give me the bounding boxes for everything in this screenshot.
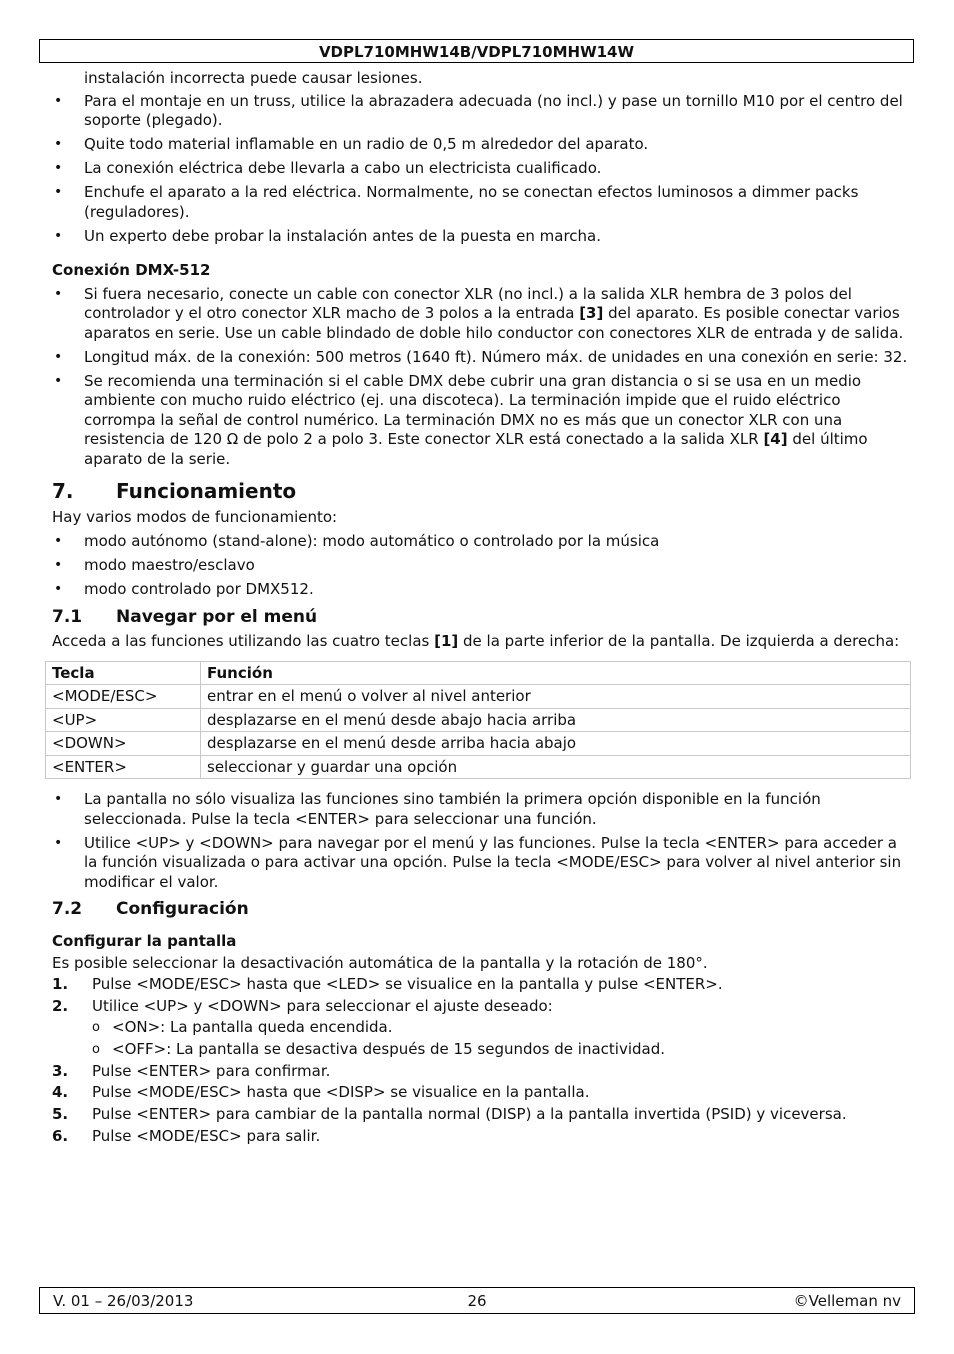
step-text: Pulse <MODE/ESC> hasta que <LED> se visualice en la pantalla y pulse <ENTER>. (92, 975, 723, 993)
list-item: • modo controlado por DMX512. (52, 580, 910, 600)
intro-text: Acceda a las funciones utilizando las cuatro teclas (52, 632, 435, 650)
step-text: Pulse <MODE/ESC> para salir. (92, 1126, 321, 1145)
table-row (46, 685, 911, 709)
display-config-heading: Configurar la pantalla (52, 932, 237, 950)
step-item (52, 975, 910, 995)
section-7-2-heading (52, 898, 910, 920)
section-number: 7. (52, 479, 74, 503)
reference-3: [3] (579, 304, 604, 322)
step-number: 3. (52, 1061, 69, 1080)
list-item (52, 285, 910, 344)
section-title: Configuración (116, 899, 249, 919)
dmx-heading: Conexión DMX-512 (52, 261, 211, 279)
section-number: 7.2 (52, 899, 83, 919)
section-title: Navegar por el menú (116, 607, 318, 627)
list-item (52, 372, 910, 470)
page-number: 26 (467, 1292, 487, 1310)
modes-list (52, 532, 910, 600)
column-header-function: Función (201, 661, 911, 685)
table-row (46, 732, 911, 756)
function-cell: desplazarse en el menú desde arriba hacia abajo (201, 732, 911, 756)
step-item (52, 1083, 910, 1103)
option-item: o <ON>: La pantalla queda encendida. (52, 1018, 910, 1038)
list-item: • Longitud máx. de la conexión: 500 metros (1640 ft). Número máx. de unidades en una conexión en serie: 32. (52, 348, 910, 368)
step-number: 2. (52, 996, 69, 1015)
function-cell: seleccionar y guardar una opción (201, 755, 911, 779)
section-7-1-heading (52, 606, 910, 628)
key-cell: <MODE/ESC> (46, 685, 201, 709)
key-function-table (45, 661, 911, 780)
step-number: 1. (52, 975, 69, 993)
model-title: VDPL710MHW14B/VDPL710MHW14W (318, 43, 635, 61)
section-7-heading (52, 479, 910, 503)
section-number: 7.1 (52, 607, 83, 627)
option-item: o <OFF>: La pantalla se desactiva después de 15 segundos de inactividad. (52, 1040, 910, 1060)
list-item: • Para el montaje en un truss, utilice la abrazadera adecuada (no incl.) y pase un tornillo M10 por el centro del soporte (plegado). (52, 92, 910, 131)
step-text: Pulse <ENTER> para cambiar de la pantalla normal (DISP) a la pantalla invertida (PSID) y viceversa. (92, 1105, 847, 1124)
key-cell: <ENTER> (46, 755, 201, 779)
list-item: • Enchufe el aparato a la red eléctrica. Normalmente, no se conectan efectos luminosos a dimmer packs (reguladores). (52, 183, 910, 222)
step-text: Pulse <MODE/ESC> hasta que <DISP> se visualice en la pantalla. (92, 1083, 590, 1102)
list-item: • modo maestro/esclavo (52, 556, 910, 576)
section-7-intro: Hay varios modos de funcionamiento: (52, 508, 338, 526)
display-options-list (52, 1018, 910, 1059)
table-row (46, 755, 911, 779)
dmx-text: del aparato. Es posible conectar varios aparatos en serie. Use un cable blindado de doble hilo conductor con conectores XLR de entrada y de salida. (84, 304, 904, 342)
document-footer (39, 1287, 915, 1314)
dmx-text: del último aparato de la serie. (84, 430, 868, 468)
list-item: • Utilice <UP> y <DOWN> para navegar por el menú y las funciones. Pulse la tecla <ENTER> para acceder a la función visualizada o para activar una opción. Pulse la tecla <MODE/ESC> para volver al nivel anterior sin modificar el valor. (52, 834, 910, 893)
list-item: • Un experto debe probar la instalación antes de la puesta en marcha. (52, 227, 910, 247)
function-cell: entrar en el menú o volver al nivel anterior (201, 685, 911, 709)
installation-list (52, 92, 910, 247)
navigation-notes-list (52, 790, 910, 892)
reference-4: [4] (763, 430, 788, 448)
step-item (52, 997, 910, 1017)
document-header (39, 39, 914, 63)
version-date: V. 01 – 26/03/2013 (53, 1292, 194, 1310)
section-7-1-intro (52, 632, 910, 652)
dmx-text: Se recomienda una terminación si el cable DMX debe cubrir una gran distancia o si se usa en un medio ambiente con mucho ruido eléctrico (ej. una discoteca). La terminación impide que el ruido eléctrico corrompa la señal de control numérico. La terminación DMX no es más que un conector XLR con una resistencia de 120 Ω de polo 2 a polo 3. Este conector XLR está conectado a la salida XLR (84, 371, 862, 448)
list-item: • La conexión eléctrica debe llevarla a cabo un electricista cualificado. (52, 159, 910, 179)
step-item (52, 1062, 910, 1082)
page-content (52, 69, 910, 1149)
step-item (52, 1105, 910, 1125)
key-cell: <DOWN> (46, 732, 201, 756)
column-header-key: Tecla (46, 661, 201, 685)
reference-1: [1] (434, 632, 459, 650)
step-number: 4. (52, 1083, 69, 1102)
configuration-steps (52, 975, 910, 1016)
list-item: • La pantalla no sólo visualiza las funciones sino también la primera opción disponible en la función seleccionada. Pulse la tecla <ENTER> para seleccionar una función. (52, 790, 910, 829)
dmx-text: Si fuera necesario, conecte un cable con conector XLR (no incl.) a la salida XLR hembra de 3 polos del controlador y el otro conector XLR macho de 3 polos a la entrada (84, 284, 852, 322)
configuration-steps-continued (52, 1062, 910, 1147)
copyright: ©Velleman nv (793, 1292, 901, 1310)
step-number: 5. (52, 1105, 69, 1124)
step-text: Utilice <UP> y <DOWN> para seleccionar el ajuste deseado: (92, 996, 553, 1015)
step-number: 6. (52, 1126, 69, 1145)
list-item: • modo autónomo (stand-alone): modo automático o controlado por la música (52, 532, 910, 552)
intro-text: de la parte inferior de la pantalla. De izquierda a derecha: (458, 632, 900, 650)
function-cell: desplazarse en el menú desde abajo hacia arriba (201, 708, 911, 732)
step-text: Pulse <ENTER> para confirmar. (92, 1061, 331, 1080)
table-row (46, 708, 911, 732)
dmx-list (52, 285, 910, 470)
section-title: Funcionamiento (116, 479, 297, 503)
table-header-row (46, 661, 911, 685)
step-item (52, 1127, 910, 1147)
display-config-intro: Es posible seleccionar la desactivación automática de la pantalla y la rotación de 180°. (52, 953, 708, 972)
list-item: • Quite todo material inflamable en un radio de 0,5 m alrededor del aparato. (52, 135, 910, 155)
intro-continuation: instalación incorrecta puede causar lesiones. (84, 69, 423, 87)
key-cell: <UP> (46, 708, 201, 732)
